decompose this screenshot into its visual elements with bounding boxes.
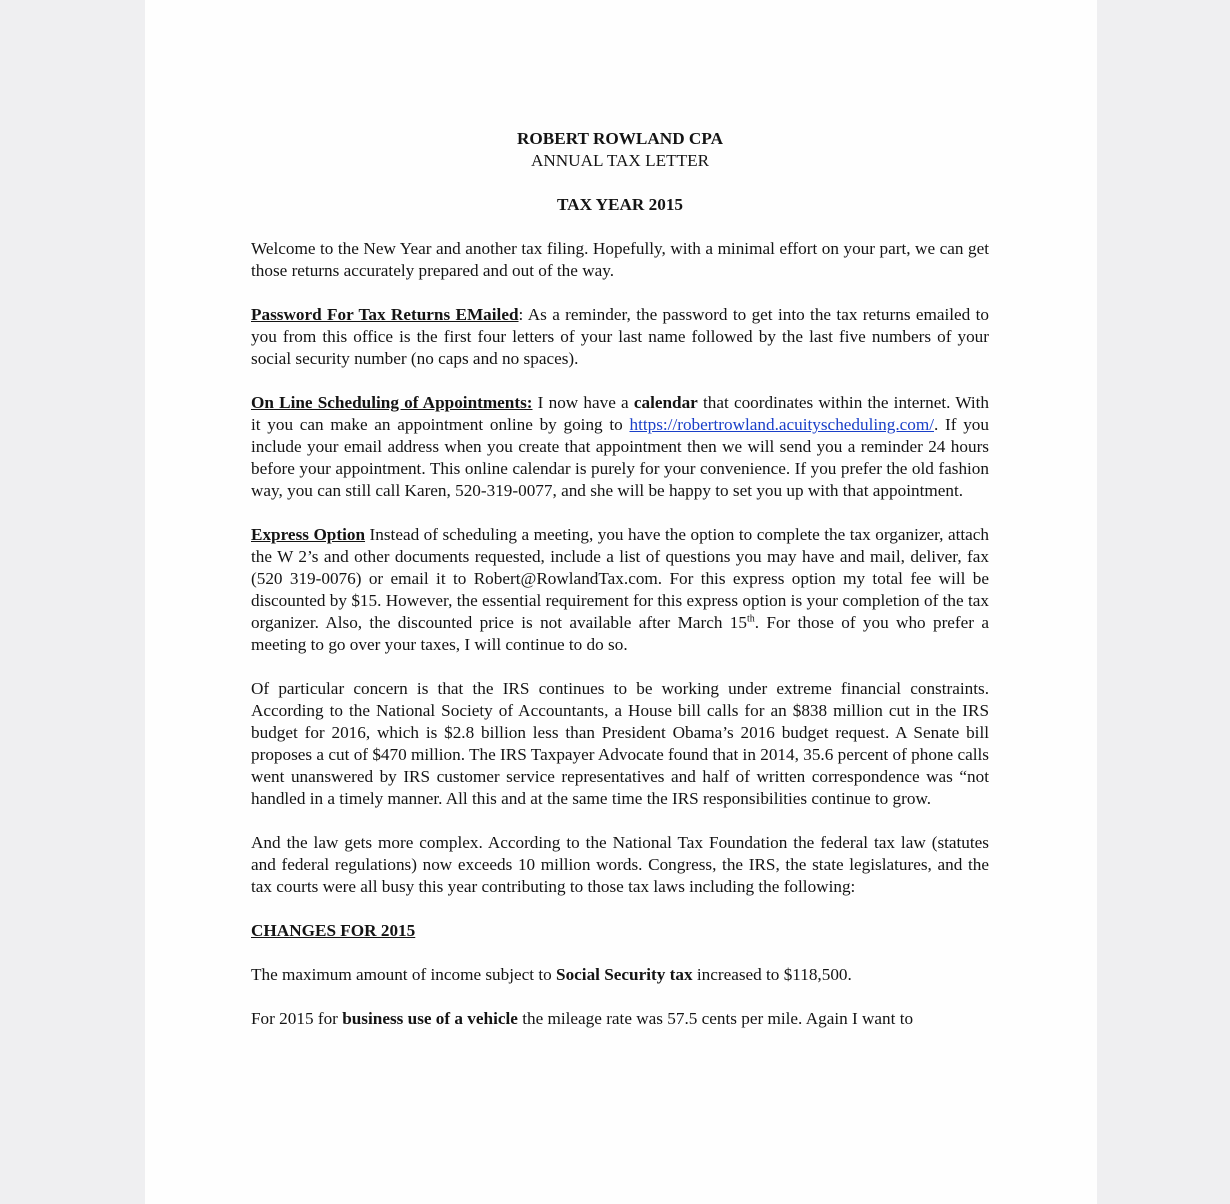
scheduling-paragraph (251, 392, 989, 502)
vehicle-text-2: the mileage rate was 57.5 cents per mile. Again I want to (517, 1009, 914, 1028)
firm-name: ROBERT ROWLAND CPA (517, 129, 723, 148)
scheduling-text-2: that coordinates within the internet. With it you can make an appointment online by going to (251, 393, 990, 434)
scheduling-link[interactable]: https://robertrowland.acuityscheduling.com/ (629, 415, 935, 434)
express-text-1: Instead of scheduling a meeting, you have the option to complete the tax organizer, attach the W 2’s and other documents requested, include a list of questions you may have and mail, deliver, fax (520 319-0076) or email it to Robert@RowlandTax.com. For this express option my total fee will be discounted by $15. However, the essential requirement for this express option is your completion of the tax organizer. Also, the discounted price is not available after March 15 (251, 525, 989, 632)
password-text: : As a reminder, the password to get into the tax returns emailed to you from this office is the first four letters of your last name followed by the last five numbers of your social security number (no caps and no spaces). (251, 305, 990, 368)
vehicle-bold: business use of a vehicle (342, 1009, 518, 1028)
vehicle-paragraph (251, 1008, 989, 1030)
express-heading: Express Option (251, 525, 366, 544)
express-paragraph (251, 524, 989, 656)
social-security-paragraph (251, 964, 989, 986)
social-security-text-1: The maximum amount of income subject to (251, 965, 557, 984)
letter-title: ANNUAL TAX LETTER (530, 151, 710, 170)
tax-year-heading: TAX YEAR 2015 (556, 195, 684, 214)
changes-heading: CHANGES FOR 2015 (251, 921, 416, 940)
scheduling-heading: On Line Scheduling of Appointments: (251, 393, 533, 412)
law-complexity-paragraph: And the law gets more complex. According to the National Tax Foundation the federal tax law (statutes and federal regulations) now exceeds 10 million words. Congress, the IRS, the state legislatures, and the tax courts were all busy this year contributing to those tax laws including the following: (251, 833, 989, 896)
vehicle-text-1: For 2015 for (251, 1009, 343, 1028)
social-security-bold: Social Security tax (556, 965, 693, 984)
calendar-bold: calendar (633, 393, 698, 412)
password-paragraph (251, 304, 989, 370)
letter-body (251, 128, 989, 1030)
express-text-2: . For those of you who prefer a meeting to go over your taxes, I will continue to do so. (251, 613, 989, 654)
scheduling-text-1: I now have a (532, 393, 634, 412)
express-superscript: th (746, 613, 755, 625)
irs-concern-paragraph: Of particular concern is that the IRS continues to be working under extreme financial constraints. According to the National Society of Accountants, a House bill calls for an $838 million cut in the IRS budget for 2016, which is $2.8 billion less than President Obama’s 2016 budget request. A Senate bill proposes a cut of $470 million. The IRS Taxpayer Advocate found that in 2014, 35.6 percent of phone calls went unanswered by IRS customer service representatives and half of written correspondence was “not handled in a timely manner. All this and at the same time the IRS responsibilities continue to grow. (251, 679, 989, 808)
scheduling-text-3: . If you include your email address when you create that appointment then we will send you a reminder 24 hours before your appointment. This online calendar is purely for your convenience. If you prefer the old fashion way, you can still call Karen, 520-319-0077, and she will be happy to set you up with that appointment. (251, 415, 989, 500)
password-heading: Password For Tax Returns EMailed (251, 305, 519, 324)
document-page (145, 0, 1097, 1204)
intro-paragraph: Welcome to the New Year and another tax filing. Hopefully, with a minimal effort on your part, we can get those returns accurately prepared and out of the way. (251, 239, 989, 280)
social-security-text-2: increased to $118,500. (692, 965, 852, 984)
